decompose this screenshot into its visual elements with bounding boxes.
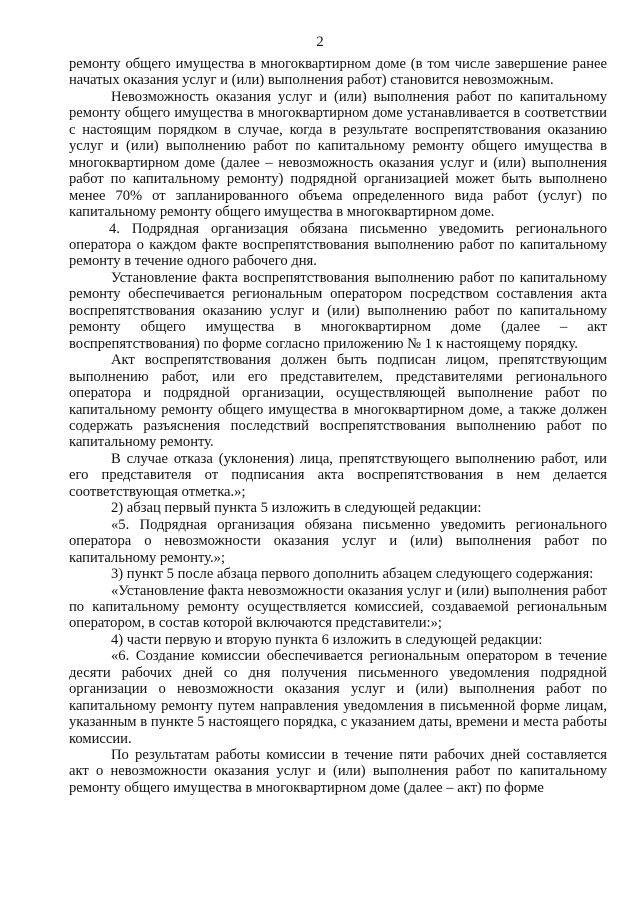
- paragraph-commission-results: По результатам работы комиссии в течение пяти рабочих дней составляется акт о невозможности оказания услуг и (или) выполнения работ по капитальному ремонту общего имущества в многоквартирном доме (далее – акт) по форме: [69, 747, 607, 796]
- paragraph-refusal: В случае отказа (уклонения) лица, препятствующего выполнению работ, или его представителя от подписания акта воспрепятствования в нем делается соответствующая отметка.»;: [69, 450, 607, 500]
- paragraph-amendment-2: 2) абзац первый пункта 5 изложить в следующей редакции:: [111, 500, 482, 517]
- paragraph-impossibility-definition: Невозможность оказания услуг и (или) выполнения работ по капитальному ремонту общего имущества в многоквартирном доме устанавливается в соответствии с настоящим порядком в случае, когда в результате воспрепятствования оказанию услуг и (или) выполнению работ по капитальному ремонту общего имущества в многоквартирном доме (далее – невозможность оказания услуг и (или) выполнения работ по капитальному ремонту) подрядной организацией может быть выполнено менее 70% от запланированного объема определенного вида работ (услуг) по капитальному ремонту общего имущества в многоквартирном доме.: [69, 88, 607, 221]
- page-number: 2: [316, 34, 324, 50]
- document-body: [69, 56, 607, 796]
- paragraph-act-signing: Акт воспрепятствования должен быть подписан лицом, препятствующим выполнению работ, или его представителем, представителями регионального оператора и подрядной организации, осуществляющей выполнение работ по капитальному ремонту общего имущества в многоквартирном доме, а также должен содержать разъяснения последствий воспрепятствования выполнению работ по капитальному ремонту.: [69, 352, 607, 451]
- paragraph-item-4: 4. Подрядная организация обязана письменно уведомить регионального оператора о каждом факте воспрепятствования выполнению работ по капитальному ремонту в течение одного рабочего дня.: [69, 220, 607, 270]
- paragraph-item-6-text: «6. Создание комиссии обеспечивается региональным оператором в течение десяти рабочих дней со дня получения письменного уведомления подрядной организации о невозможности оказания услуг и (или) выполнения работ по капитальному ремонту путем направления уведомления в письменной форме лицам, указанным в пункте 5 настоящего порядка, с указанием даты, времени и места работы комиссии.: [69, 648, 607, 747]
- paragraph-commission-text: «Установление факта невозможности оказания услуг и (или) выполнения работ по капитальному ремонту осуществляется комиссией, создаваемой региональным оператором, в состав которой включаются представители:»;: [69, 582, 607, 632]
- paragraph-amendment-3: 3) пункт 5 после абзаца первого дополнить абзацем следующего содержания:: [111, 566, 594, 583]
- paragraph-amendment-4: 4) части первую и вторую пункта 6 изложить в следующей редакции:: [111, 631, 543, 648]
- paragraph-obstruction-act: Установление факта воспрепятствования выполнению работ по капитальному ремонту обеспечивается региональным оператором посредством составления акта воспрепятствования оказанию услуг и (или) выполнению работ по капитальному ремонту общего имущества в многоквартирном доме (далее – акт воспрепятствования) по форме согласно приложению № 1 к настоящему порядку.: [69, 269, 607, 352]
- paragraph-continuation: ремонту общего имущества в многоквартирном доме (в том числе завершение ранее начатых оказания услуг и (или) выполнения работ) становится невозможным.: [69, 56, 607, 89]
- paragraph-item-5-text: «5. Подрядная организация обязана письменно уведомить регионального оператора о невозможности оказания услуг и (или) выполнения работ по капитальному ремонту.»;: [69, 516, 607, 566]
